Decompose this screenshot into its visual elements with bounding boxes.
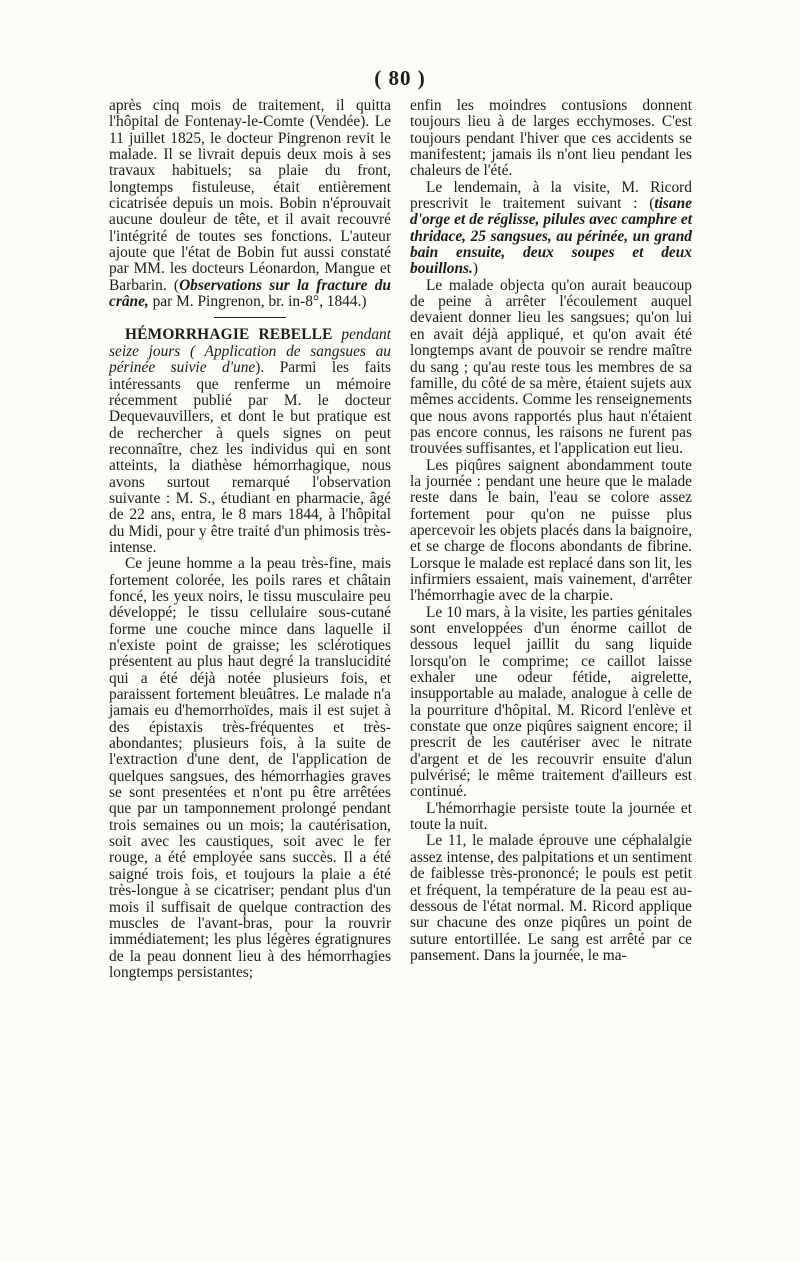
left-p1-end: par M. Pingrenon, br. in-8°, 1844.) (148, 293, 367, 311)
right-paragraph-7: Le 11, le malade éprouve une céphalalgie assez intense, des palpitations et un sentiment de faiblesse très-prononcé; le pouls est petit et fréquent, la température de la peau est au-dessous de l'état normal. M. Ricord applique sur chacune des onze piqûres un point de suture entortillée. Le sang est arrêté par ce pansement. Dans la journée, le ma- (410, 832, 692, 964)
section-divider (214, 317, 286, 318)
right-p2-text: Le lendemain, à la visite, M. Ricord prescrivit le traitement suivant : ( (410, 178, 692, 213)
left-p1-text: après cinq mois de traitement, il quitta l'hôpital de Fontenay-le-Comte (Vendée). Le 11 juillet 1825, le docteur Pingrenon revit le malade. Il se livrait depuis deux mois à ses travaux habituels; sa plaie du front, longtemps fistuleuse, était entièrement cicatrisée depuis un mois. Bobin n'éprouvait aucune douleur de tête, et il avait recouvré l'intégrité de toutes ses fonctions. L'auteur ajoute que l'état de Bobin fut aussi constaté par MM. les docteurs Léonardon, Mangue et Barbarin. ( (109, 97, 391, 294)
right-paragraph-1: enfin les moindres contusions donnent toujours lieu à de larges ecchymoses. C'est toujours pendant l'hiver que ces accidents se manifestent; jamais ils n'ont lieu pendant les chaleurs de l'été. (410, 97, 692, 180)
right-paragraph-3: Le malade objecta qu'on aurait beaucoup de peine à arrêter l'écoulement auquel devaient donner lieu les sangsues; qu'on lui en avait déjà appliqué, et qu'on avait été longtemps avant de pouvoir se rendre maître du sang ; qu'au reste tous les membres de sa famille, du côté de sa mère, étaient sujets aux mêmes accidents. Comme les renseignements que nous avons rapportés plus haut n'étaient pas encore connus, les raisons ne furent pas trouvées suffisantes, et l'application eut lieu. (410, 276, 692, 458)
right-p2-end: ) (472, 260, 479, 278)
right-paragraph-4: Les piqûres saignent abondamment toute la journée : pendant une heure que le malade reste dans le bain, l'eau se colore assez fortement pour qu'on ne puisse plus apercevoir les objets placés dans la baignoire, et se charge de flocons abondants de fibrine. Lorsque le malade est replacé dans son lit, les infirmiers essaient, mais vainement, d'arrêter l'hémorrhagie avec de la charpie. (410, 456, 692, 605)
left-paragraph-1 (109, 98, 391, 310)
right-column (410, 98, 692, 964)
left-paragraph-3: Ce jeune homme a la peau très-fine, mais fortement colorée, les poils rares et châtain foncé, les yeux noirs, le tissu musculaire peu développé; le tissu cellulaire sous-cutané forme une couche mince dans laquelle il n'existe point de graisse; les sclérotiques présentent au plus haut degré la translucidité qui a été déjà notée plusieurs fois, et paraissent fortement bleuâtres. Le malade n'a jamais eu d'hemorrhoïdes, mais il est sujet à des épistaxis très-fréquentes et très-abondantes; plusieurs fois, à la suite de l'extraction d'une dent, de l'application de quelques sangsues, des hémorrhagies graves se sont presentées et n'ont pu être arrêtées que par un tamponnement prolongé pendant trois semaines ou un mois; la cautérisation, soit avec les caustiques, soit avec le fer rouge, a été employée sans succès. Il a été saigné trois fois, et toujours la plaie a été très-longue à se cicatriser; pendant plus d'un mois il suffisait de quelque contraction des muscles de l'avant-bras, pour la rouvrir immédiatement; les plus légères égratignures de la peau donnent lieu à des hémorrhagies longtemps persistantes; (109, 555, 391, 981)
right-paragraph-2 (410, 180, 692, 278)
prescription-text: tisane d'orge et de réglisse, pilules avec camphre et thridace, 25 sangsues, au périnée, un grand bain ensuite, deux soupes et deux bouillons. (410, 195, 692, 278)
heading-subtitle-italic: Application de sangsues au périnée suivie d'une (109, 342, 391, 377)
left-column (109, 98, 391, 981)
left-paragraph-2 (109, 327, 391, 556)
right-paragraph-5: Le 10 mars, à la visite, les parties génitales sont enveloppées d'un énorme caillot de dessous lequel jaillit du sang liquide lorsqu'on le comprime; ce caillot laisse exhaler une odeur fétide, aigrelette, insupportable au malade, analogue à celle de la pourriture d'hôpital. M. Ricord l'enlève et constate que onze piqûres saignent encore; il prescrit de les cautériser avec le nitrate d'argent et de les recouvrir ensuite d'alun pulvérisé; le même traitement d'ailleurs est continué. (410, 603, 692, 801)
left-p2-text: ). Parmi les faits intéressants que renferme un mémoire récemment publié par M. le docteur Dequevauvillers, et dont le but pratique est de rechercher à quels signes on peut reconnaître, chez les individus qui en sont atteints, la diathèse hémorrhagique, nous avons surtout remarqué l'observation suivante : M. S., étudiant en pharmacie, âgé de 22 ans, entra, le 8 mars 1844, à l'hôpital du Midi, pour y être traité d'un phimosis très-intense. (109, 359, 392, 556)
citation-title: Observations sur la fracture du crâne, (109, 276, 391, 311)
page-number: ( 80 ) (374, 66, 426, 90)
right-paragraph-6: L'hémorrhagie persiste toute la journée et toute la nuit. (410, 799, 692, 834)
heading-subtitle-start: pendant seize jours ( (109, 326, 391, 360)
section-heading: HÉMORRHAGIE REBELLE (125, 326, 333, 344)
